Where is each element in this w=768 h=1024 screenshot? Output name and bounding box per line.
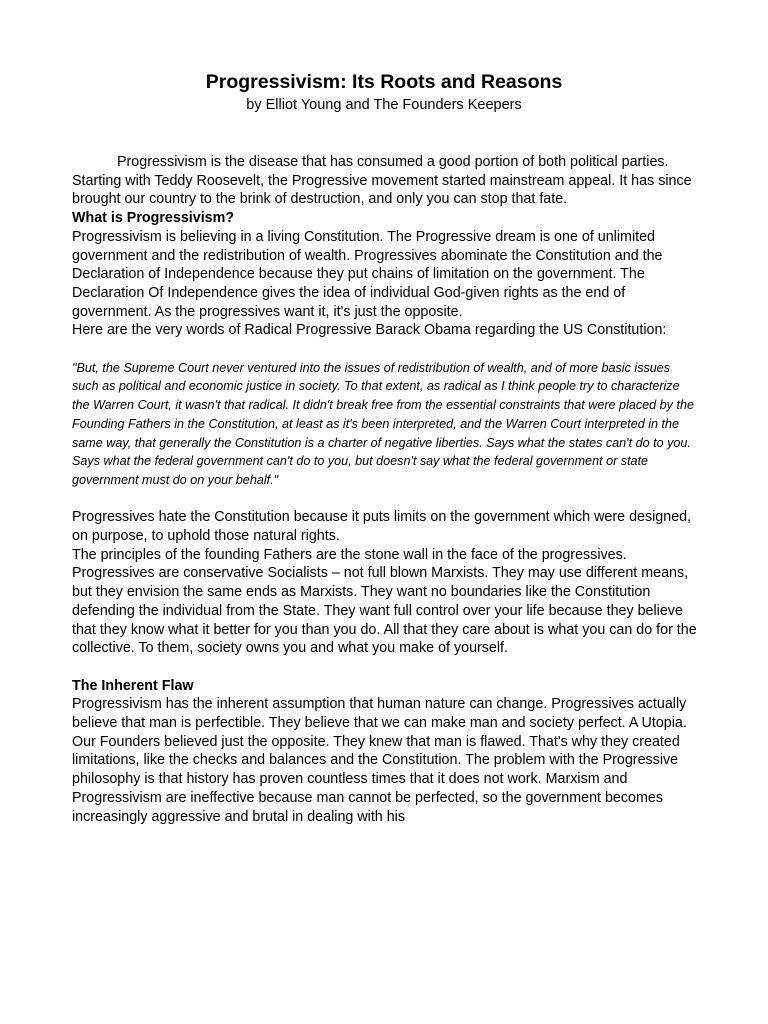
document-body: [72, 153, 698, 826]
section-heading-inherent-flaw: The Inherent Flaw: [72, 677, 194, 694]
section-heading-what-is-progressivism: What is Progressivism?: [72, 210, 235, 227]
paragraph: Progressives hate the Constitution because it puts limits on the government which were designed, on purpose, to uphold those natural rights.: [72, 509, 692, 545]
intro-paragraph: Progressivism is the disease that has consumed a good portion of both political parties. Starting with Teddy Roosevelt, the Progressive movement started mainstream appeal. It has since brought our country to the brink of destruction, and only you can stop that fate.: [72, 154, 692, 208]
paragraph: Progressivism is believing in a living Constitution. The Progressive dream is one of unlimited government and the redistribution of wealth. Progressives abominate the Constitution and the Declaration of Independence because they put chains of limitation on the government. The Declaration Of Independence gives the idea of individual God-given rights as the end of government. As the progressives want it, it's just the opposite.: [72, 228, 663, 320]
paragraph: Progressivism has the inherent assumption that human nature can change. Progressives actually believe that man is perfectible. They believe that we can make man and society perfect. A Utopia. Our Founders believed just the opposite. They knew that man is flawed. That's why they created limitations, like the checks and balances and the Constitution. The problem with the Progressive philosophy is that history has proven countless times that it does not work. Marxism and Progressivism are ineffective because man cannot be perfected, so the government becomes increasingly aggressive and brutal in dealing with his: [72, 696, 687, 825]
paragraph: Here are the very words of Radical Progressive Barack Obama regarding the US Constitution:: [72, 322, 667, 339]
page-title: Progressivism: Its Roots and Reasons: [205, 71, 563, 93]
byline: by Elliot Young and The Founders Keepers: [246, 97, 522, 113]
obama-quote: "But, the Supreme Court never ventured into the issues of redistribution of wealth, and of more basic issues such as political and economic justice in society. To that extent, as radical as I think people try to characterize the Warren Court, it wasn't that radical. It didn't break free from the essential constraints that were placed by the Founding Fathers in the Constitution, at least as it's been interpreted, and the Warren Court interpreted in the same way, that generally the Constitution is a charter of negative liberties. Says what the states can't do to you. Says what the federal government can't do to you, but doesn't say what the federal government or state government must do on your behalf.": [72, 360, 694, 487]
paragraph: The principles of the founding Fathers are the stone wall in the face of the progressives. Progressives are conservative Socialists – not full blown Marxists. They may use different means, but they envision the same ends as Marxists. They want no boundaries like the Constitution defending the individual from the State. They want full control over your life because they believe that they know what it better for you than you do. All that they care about is what you can do for the collective. To them, society owns you and what you make of yourself.: [72, 546, 697, 657]
